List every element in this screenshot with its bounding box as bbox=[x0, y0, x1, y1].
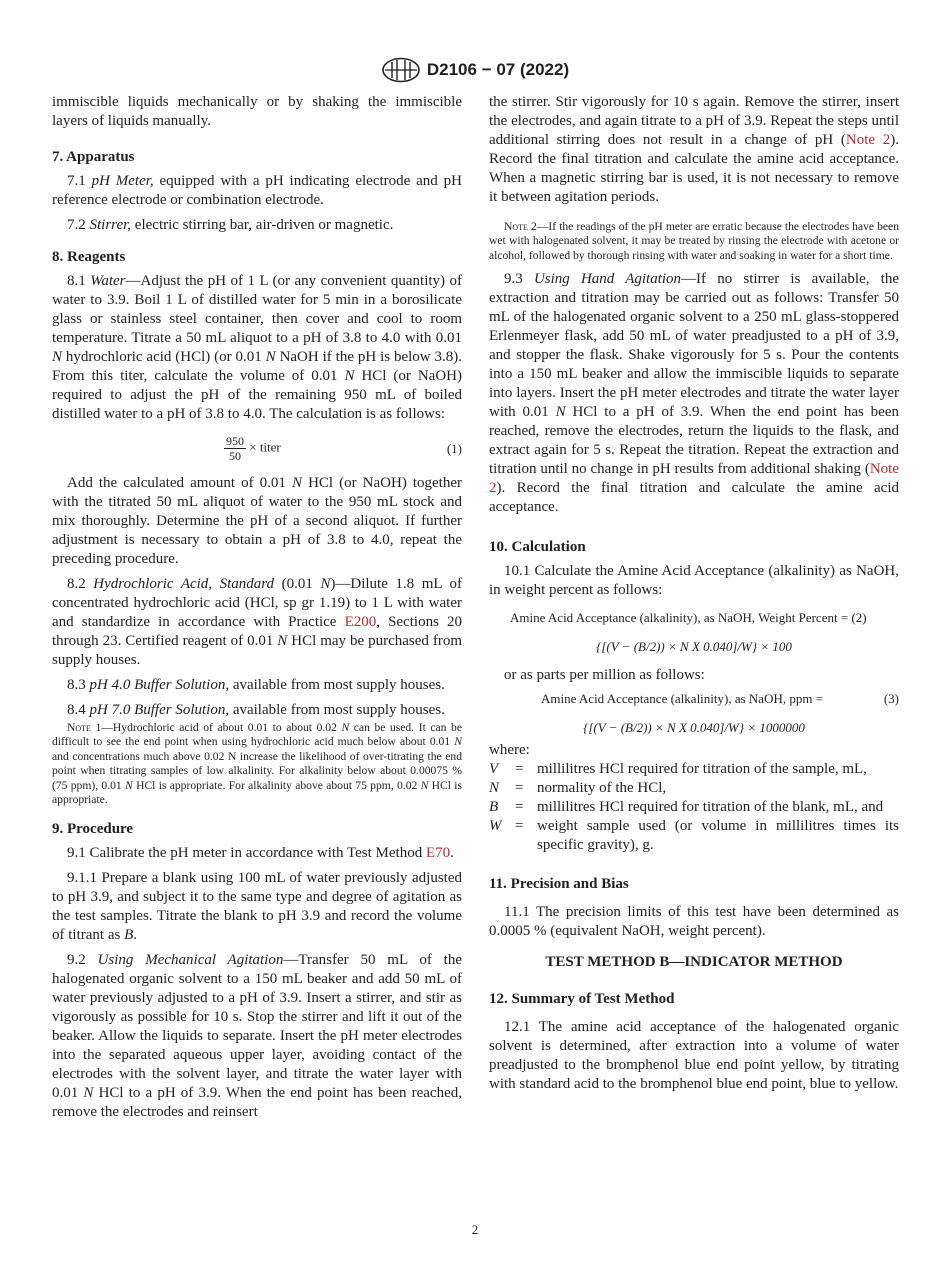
document-designation: D2106 − 07 (2022) bbox=[426, 60, 570, 79]
definition-v: V = millilitres HCl required for titration of the sample, mL, bbox=[489, 761, 867, 778]
paragraph-8-1: 8.1 Water—Adjust the pH of 1 L (or any convenient quantity) of water to 3.9. Boil 1 L of distilled water for 5 min in a borosilicate glass or stainless steel container, then cover and cool to room temperature. Titrate a 50 mL aliquot to a pH of 3.8 to 4.0 with 0.01 N hydrochloric acid (HCl) (or 0.01 N NaOH if the pH is below 3.8). From this titer, calculate the volume of 0.01 N HCl (or NaOH) required to adjust the pH of the remaining 950 mL of boiled distilled water to a pH of 3.8 to 4.0. The calculation is as follows: bbox=[52, 273, 463, 422]
paragraph-8-3: 8.3 pH 4.0 Buffer Solution, available from most supply houses. bbox=[67, 677, 445, 693]
paragraph-9-1-1: 9.1.1 Prepare a blank using 100 mL of water previously adjusted to pH 3.9, and subject it to the same type and degree of agitation as the test samples. Titrate the blank to pH 3.9 and record the volume of titrant as B. bbox=[52, 870, 462, 944]
paragraph-8-4: 8.4 pH 7.0 Buffer Solution, available from most supply houses. bbox=[67, 702, 445, 718]
equation-3 bbox=[489, 691, 899, 737]
link-e200[interactable]: E200 bbox=[344, 614, 377, 630]
test-method-b-heading: TEST METHOD B—INDICATOR METHOD bbox=[545, 954, 843, 971]
paragraph-7-1: 7.1 pH Meter, equipped with a pH indicating electrode and pH reference electrode or combination electrode. bbox=[52, 173, 462, 208]
paragraph-9-2: 9.2 Using Mechanical Agitation—Transfer 50 mL of the halogenated organic solvent to a 150 mL beaker and add 50 mL of water previously adjusted to a pH of 3.9. Insert a stirrer, and stir as vigorously as possible for 10 s. Stop the stirrer and lift it out of the beaker. Allow the liquids to separate. Insert the pH meter electrodes into the separated aqueous upper layer, avoiding contact of the electrodes with the solvent layer, and titrate the water layer with 0.01 N HCl to a pH of 3.9. When the end point has been reached, remove the electrodes and reinsert bbox=[52, 952, 463, 1121]
equation-1-number: (1) bbox=[446, 441, 462, 456]
paragraph-8-1-continued: Add the calculated amount of 0.01 N HCl (or NaOH) together with the titrated 50 mL aliquot of water to the 950 mL stock and mix thoroughly. Determine the pH of a second aliquot. If further adjustment is necessary to obtain a pH of 3.8 to 4.0, repeat the preceding procedure. bbox=[52, 475, 463, 567]
paragraph-12-1: 12.1 The amine acid acceptance of the halogenated organic solvent is determined, after extraction into a volume of water preadjusted to the bromphenol blue end point yellow, by titrating with standard acid to the bromphenol blue end point, blue to yellow. bbox=[489, 1019, 899, 1093]
section-11-heading: 11. Precision and Bias bbox=[489, 876, 629, 893]
equation-2-line-2: {[(V − (B/2)) × N X 0.040]/W} × 100 bbox=[596, 639, 792, 655]
link-note-2[interactable]: Note 2 bbox=[489, 461, 899, 497]
paragraph-8-2: 8.2 Hydrochloric Acid, Standard (0.01 N)—Dilute 1.8 mL of concentrated hydrochloric acid (HCl, sp gr 1.19) to 1 L with water and standardize in accordance with Practice E200, Sections 20 through 23. Certified reagent of 0.01 N HCl may be purchased from supply houses. bbox=[52, 576, 463, 668]
paragraph-ppm: or as parts per million as follows: bbox=[504, 667, 705, 684]
equation-2-line-1: Amine Acid Acceptance (alkalinity), as NaOH, Weight Percent = (2) bbox=[510, 610, 867, 626]
note-2: Note 2—If the readings of the pH meter are erratic because the electrodes have been wet with halogenated solvent, it may be treated by rinsing the electrode with acetone or alcohol, followed by thorough rinsing with water and soaking in water for a short time. bbox=[489, 220, 899, 262]
equation-3-line-1: Amine Acid Acceptance (alkalinity), as NaOH, ppm = bbox=[541, 691, 824, 707]
paragraph-9-2-continued: the stirrer. Stir vigorously for 10 s again. Remove the stirrer, insert the electrodes, and again titrate to a pH of 3.9. Repeat the steps until additional stirring does not result in a change of pH (Note 2). Record the final titration and calculate the amine acid acceptance. When a magnetic stirring bar is used, it is not necessary to remove it between agitation periods. bbox=[489, 94, 899, 205]
astm-logo-icon bbox=[381, 57, 421, 83]
page-number: 2 bbox=[471, 1222, 479, 1237]
left-column bbox=[52, 93, 462, 1122]
paragraph-continued: immiscible liquids mechanically or by shaking the immiscible layers of liquids manually. bbox=[52, 94, 462, 129]
paragraph-9-3: 9.3 Using Hand Agitation—If no stirrer is available, the extraction and titration may be carried out as follows: Transfer 50 mL of the halogenated organic solvent to a 250 mL glass-stoppered Erlenmeyer flask, add 50 mL of water preadjusted to a pH of 3.9, and stopper the flask. Shake vigorously for 5 s. Pour the contents into a 150 mL beaker and allow the immiscible liquids to separate into layers. Insert the pH meter electrodes and titrate the water layer with 0.01 N HCl to a pH of 3.9. When the end point has been reached, remove the electrodes, return the liquids to the flask, and extract again for 5 s. Repeat the titration. Repeat the extraction and titration until no change in pH results from additional shaking (Note 2). Record the final titration and calculate the amine acid acceptance. bbox=[489, 271, 899, 516]
paragraph-9-1: 9.1 Calibrate the pH meter in accordance with Test Method E70. bbox=[67, 845, 454, 862]
section-9-heading: 9. Procedure bbox=[52, 821, 134, 838]
where-label: where: bbox=[489, 742, 530, 759]
equation-3-line-2: {[(V − (B/2)) × N X 0.040]/W} × 1000000 bbox=[583, 720, 805, 736]
equation-2 bbox=[489, 610, 899, 656]
page-header bbox=[0, 56, 950, 84]
variable-definitions bbox=[489, 760, 899, 855]
fraction: $\frac{950}{50}$ bbox=[226, 434, 244, 463]
section-8-heading: 8. Reagents bbox=[52, 249, 126, 265]
definition-n: N = normality of the HCl, bbox=[489, 780, 667, 797]
note-1: Note 1—Hydrochloric acid of about 0.01 to about 0.02 N can be used. It can be difficult to see the end point when using hydrochloric acid much below about 0.01 N and concentrations much above 0.02 N increase the likelihood of over-titrating the end point when titrating samples of low alkalinity. For alkalinity below about 0.00075 % (75 ppm), 0.01 N HCl is appropriate. For alkalinity above about 75 ppm, 0.02 N HCl is appropriate. bbox=[52, 721, 462, 807]
section-7-heading: 7. Apparatus bbox=[52, 149, 135, 165]
equation-3-number: (3) bbox=[883, 691, 899, 707]
section-10-heading: 10. Calculation bbox=[489, 539, 586, 556]
right-column bbox=[489, 93, 899, 1094]
section-12-heading: 12. Summary of Test Method bbox=[489, 991, 675, 1008]
definition-w: W = weight sample used (or volume in millilitres times its specific gravity), g. bbox=[489, 818, 899, 854]
paragraph-11-1: 11.1 The precision limits of this test have been determined as 0.0005 % (equivalent NaOH, weight percent). bbox=[489, 904, 899, 940]
link-note-2[interactable]: Note 2 bbox=[845, 132, 891, 148]
paragraph-7-2: 7.2 Stirrer, electric stirring bar, air-driven or magnetic. bbox=[67, 217, 394, 233]
definition-b: B = millilitres HCl required for titration of the blank, mL, and bbox=[489, 799, 884, 816]
equation-1: $\frac{950}{50}$ × titer (1) bbox=[226, 434, 462, 463]
paragraph-10-1: 10.1 Calculate the Amine Acid Acceptance (alkalinity) as NaOH, in weight percent as follows: bbox=[489, 563, 899, 599]
link-e70[interactable]: E70 bbox=[425, 845, 451, 862]
